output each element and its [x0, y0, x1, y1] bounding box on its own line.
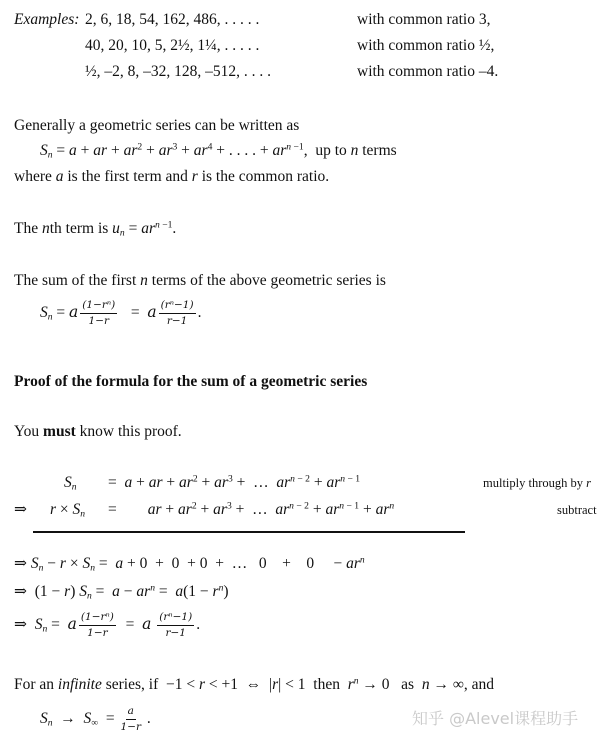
proof-line-1-lhs: $S_n$	[64, 474, 77, 493]
subtraction-rule	[33, 531, 465, 533]
infinite-condition: For an infinite series, if −1 < r < +1 ⇔ |r| < 1 then $r^n \to 0$ as n → ∞, and	[14, 675, 495, 693]
proof-line-1-rhs: = a + ar + $ar^2 + ar^3$ + … $ar^{n - 2} + ar^{n - 1}$	[108, 473, 361, 491]
proof-step-2: ⇒ (1 − r) $S_n = a - ar^n = a(1 - r^n)$	[14, 582, 229, 602]
proof-heading: Proof of the formula for the sum of a geometric series	[14, 373, 368, 390]
example-ratio-2: with common ratio ½,	[357, 37, 495, 54]
note-subtract: subtract	[557, 503, 597, 517]
proof-step-3: ⇒ $S_n = a$ $\frac{\text{(1−rⁿ)}}{1-r}$ = a $\frac{\text{(rⁿ−1)}}{r-1}$ .	[14, 611, 201, 639]
proof-line-2-rhs: = ar + $ar^2 + ar^3$ + … $ar^{n - 2} + ar^{n - 1} + ar^n$	[108, 500, 395, 518]
implies-arrow-icon: ⇒	[14, 501, 27, 518]
proof-must-know: You must know this proof.	[14, 423, 182, 440]
general-intro: Generally a geometric series can be written as	[14, 117, 300, 134]
general-formula: $S_n = a$ + ar + $ar^2 + ar^3 + ar^4$ + . . . . + $ar^{n -1}$, up to n terms	[40, 141, 397, 161]
note-multiply: multiply through by r	[483, 476, 591, 490]
watermark: 知乎 @Alevel课程助手	[412, 709, 579, 728]
example-sequence-2: 40, 20, 10, 5, 2½, 1¼, . . . . .	[85, 37, 260, 54]
sum-formula: $S_n = a$ $\frac{\text{(1−rⁿ)}}{1-r}$ = a $\frac{\text{(rⁿ−1)}}{r-1}$ .	[40, 299, 202, 327]
general-where: where a is the first term and r is the common ratio.	[14, 168, 330, 185]
proof-line-2-lhs: $r \times S_n$	[50, 501, 86, 520]
sum-fraction-1: $\frac{\text{(1−rⁿ)}}{1-r}$	[82, 299, 116, 327]
example-sequence-3: ½, –2, 8, –32, 128, –512, . . . .	[85, 63, 271, 80]
infinite-sum-formula: $S_n \to S_\infty$ = $\frac{a}{1-r}$ .	[40, 705, 151, 733]
proof-step-1: ⇒ $S_n - r \times S_n = a + 0 + 0 + 0$ + … 0 + 0 − $ar^n$	[14, 554, 365, 574]
example-ratio-1: with common ratio 3,	[357, 11, 491, 28]
nth-term: The nth term is $u_n = ar^{n -1}$.	[14, 219, 177, 239]
example-sequence-1: 2, 6, 18, 54, 162, 486, . . . . .	[85, 11, 260, 28]
sum-fraction-2: $\frac{\text{(rⁿ−1)}}{r-1}$	[160, 299, 194, 327]
example-ratio-3: with common ratio –4.	[357, 63, 499, 80]
examples-label: Examples:	[14, 11, 80, 28]
sum-intro: The sum of the first n terms of the above geometric series is	[14, 272, 386, 289]
